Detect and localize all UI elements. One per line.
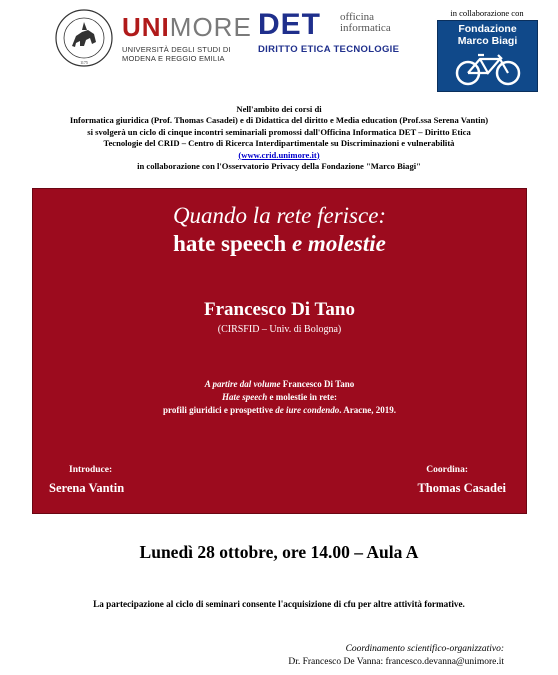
unimore-subtitle: UNIVERSITÀ DEGLI STUDI DI MODENA E REGGIO EMILIA [122, 45, 231, 63]
intro-paragraph: Nell'ambito dei corsi di Informatica giuridica (Prof. Thomas Casadei) e di Didattica del diritto e Media education (Prof.ssa Serena Vantin) si svolgerà un ciclo di cinque incontri seminariali promossi dall'Officina Informatica DET – Diritto Etica Tecnologie del CRID – Centro di Ricerca Interdipartimentale su Discriminazioni e vulnerabilità (www.crid.unimore.it) in collaborazione con l'Osservatorio Privacy della Fondazione "Marco Biagi" [69, 104, 489, 172]
introduce-name: Serena Vantin [49, 481, 125, 495]
event-title-line1: Quando la rete ferisce: [172, 203, 387, 228]
svg-text:1175: 1175 [80, 60, 88, 65]
det-brand: DET [258, 8, 321, 41]
book-line-1: A partire dal volume Francesco Di Tano [204, 379, 355, 389]
coordination-label: Coordinamento scientifico-organizzativo: [345, 644, 504, 654]
det-subtitle: DIRITTO ETICA TECNOLOGIE [258, 44, 400, 55]
unimore-wordmark: UNIMORE UNIVERSITÀ DEGLI STUDI DI MODENA E REGGIO EMILIA [122, 12, 252, 63]
introduce-label: Introduce: [69, 465, 113, 475]
coordination-contact: Dr. Francesco De Vanna: francesco.devanna@unimore.it [288, 657, 504, 667]
bicycle-icon [452, 51, 524, 87]
det-officina-informatica: officina informatica [340, 11, 391, 34]
coordina-name: Thomas Casadei [417, 481, 506, 495]
event-date-time: Lunedì 28 ottobre, ore 14.00 – Aula A [139, 542, 419, 562]
speaker-affiliation: (CIRSFID – Univ. di Bologna) [217, 324, 342, 335]
coordina-label: Coordina: [426, 465, 468, 475]
fondazione-marco-biagi-logo: Fondazione Marco Biagi [437, 20, 538, 92]
unimore-seal-logo [54, 8, 114, 68]
det-logo [258, 8, 410, 58]
book-line-3: profili giuridici e prospettive de iure condendo. Aracne, 2019. [163, 405, 396, 415]
event-title-line2: hate speech e molestie [173, 231, 386, 256]
collab-label: in collaborazione con [450, 8, 524, 18]
book-line-2: Hate speech e molestie in rete: [221, 392, 338, 402]
cfu-notice: La partecipazione al ciclo di seminari consente l'acquisizione di cfu per altre attività formative. [93, 599, 465, 609]
event-panel [32, 188, 527, 514]
crid-link[interactable]: (www.crid.unimore.it) [238, 149, 320, 160]
speaker-name: Francesco Di Tano [204, 299, 355, 320]
